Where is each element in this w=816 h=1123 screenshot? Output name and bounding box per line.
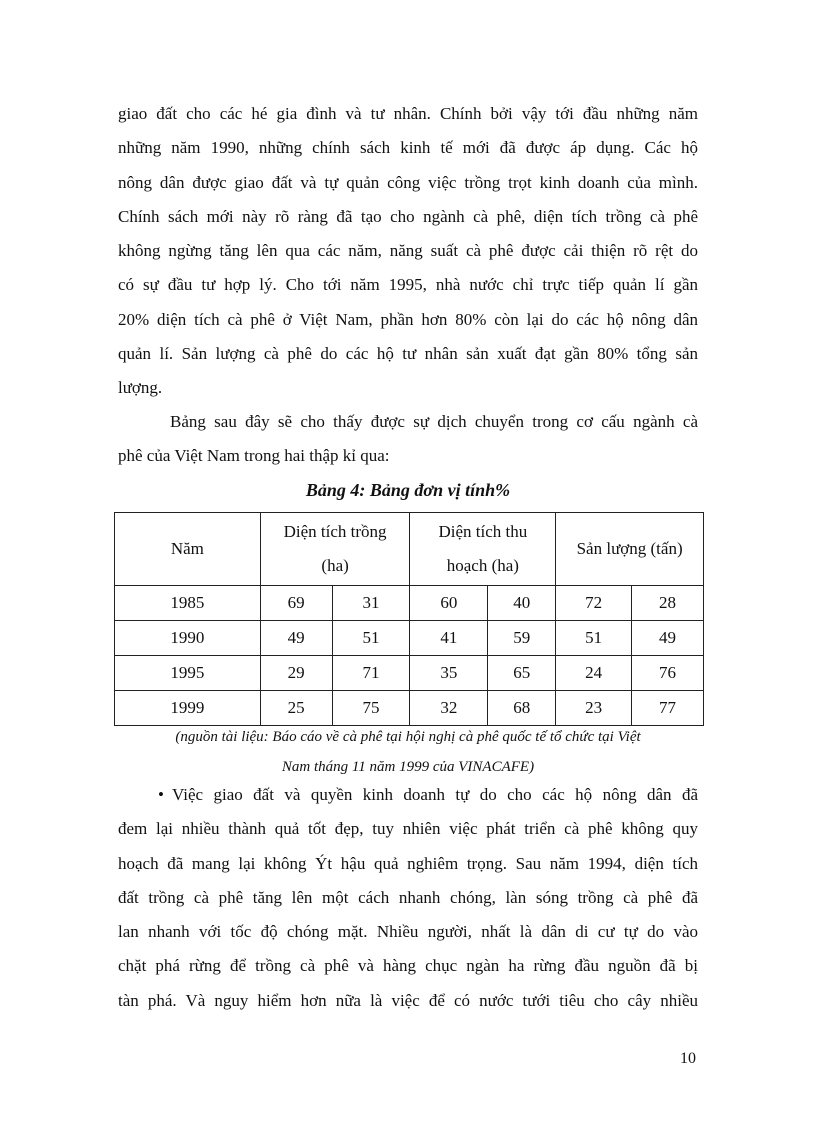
text-line: tàn phá. Và nguy hiểm hơn nữa là việc để có nước tưới tiêu cho cây nhiều — [118, 990, 698, 1010]
table-caption: Bảng 4: Bảng đơn vị tính% — [305, 480, 511, 500]
text-line: đất trồng cà phê tăng lên một cách nhanh chóng, làn sóng trồng cà phê đã — [118, 887, 698, 907]
text-line: lượng. — [118, 378, 163, 398]
text-line: quản lí. Sản lượng cà phê do các hộ tư nhân sản xuất đạt gần 80% tổng sản — [118, 344, 698, 364]
table-cell: 1990 — [115, 621, 261, 656]
header-line: hoạch (ha) — [446, 556, 519, 575]
table-cell: 76 — [632, 656, 704, 691]
header-line: (ha) — [321, 556, 349, 575]
coffee-structure-table — [114, 512, 704, 726]
table-source-note — [118, 722, 698, 782]
table-row — [115, 621, 704, 656]
header-area-harvested — [410, 513, 556, 586]
table-cell: 49 — [260, 621, 332, 656]
text-span: Việc giao đất và quyền kinh doanh tự do cho các hộ nông dân đã — [172, 785, 698, 804]
header-line: Diện tích thu — [438, 522, 528, 541]
bullet-icon: • — [158, 785, 164, 804]
table-cell: 1995 — [115, 656, 261, 691]
table-cell: 41 — [410, 621, 488, 656]
table-cell: 35 — [410, 656, 488, 691]
text-line: lan nhanh với tốc độ chóng mặt. Nhiều người, nhất là dân di cư tự do vào — [118, 922, 698, 942]
source-line: (nguồn tài liệu: Báo cáo về cà phê tại hội nghị cà phê quốc tế tổ chức tại Việt — [175, 729, 641, 745]
table-row — [115, 691, 704, 726]
table-row — [115, 586, 704, 621]
table-cell: 40 — [488, 586, 556, 621]
text-line: phê của Việt Nam trong hai thập kỉ qua: — [118, 446, 390, 466]
table-cell: 59 — [488, 621, 556, 656]
header-output: Sản lượng (tấn) — [556, 513, 704, 586]
text-line: Bảng sau đây sẽ cho thấy được sự dịch chuyển trong cơ cấu ngành cà — [170, 412, 698, 431]
table-cell: 28 — [632, 586, 704, 621]
table-cell: 71 — [332, 656, 410, 691]
header-line: Diện tích trồng — [283, 522, 387, 541]
table-cell: 68 — [488, 691, 556, 726]
text-line — [118, 778, 698, 812]
table-cell: 1999 — [115, 691, 261, 726]
table-cell: 51 — [556, 621, 632, 656]
table-cell: 51 — [332, 621, 410, 656]
paragraph-consequences — [118, 778, 698, 1018]
text-line: nông dân được giao đất và tự quản công việc trồng trọt kinh doanh của mình. — [118, 172, 698, 192]
text-line: Chính sách mới này rõ ràng đã tạo cho ngành cà phê, diện tích trồng cà phê — [118, 206, 698, 226]
text-line: không ngừng tăng lên qua các năm, năng suất cà phê được cải thiện rõ rệt do — [118, 241, 698, 261]
text-line: những năm 1990, những chính sách kinh tế mới đã được áp dụng. Các hộ — [118, 138, 698, 158]
header-year: Năm — [115, 513, 261, 586]
text-line: chặt phá rừng để trồng cà phê và hàng chục ngàn ha rừng đầu nguồn đã bị — [118, 956, 698, 976]
table-cell: 65 — [488, 656, 556, 691]
text-line: 20% diện tích cà phê ở Việt Nam, phần hơn 80% còn lại do các hộ nông dân — [118, 309, 698, 329]
table-cell: 60 — [410, 586, 488, 621]
source-line: Nam tháng 11 năm 1999 của VINACAFE) — [281, 759, 535, 775]
text-line: có sự đầu tư hợp lý. Cho tới năm 1995, nhà nước chỉ trực tiếp quản lí gần — [118, 275, 698, 295]
header-area-planted — [260, 513, 410, 586]
table-cell: 23 — [556, 691, 632, 726]
table-cell: 72 — [556, 586, 632, 621]
paragraph-table-intro — [118, 405, 698, 474]
table-row — [115, 656, 704, 691]
table-cell: 77 — [632, 691, 704, 726]
table-cell: 31 — [332, 586, 410, 621]
table-cell: 24 — [556, 656, 632, 691]
table-cell: 49 — [632, 621, 704, 656]
paragraph-land-policy — [118, 97, 698, 406]
table-cell: 69 — [260, 586, 332, 621]
table-cell: 1985 — [115, 586, 261, 621]
text-line: giao đất cho các hé gia đình và tư nhân. Chính bởi vậy tới đầu những năm — [118, 104, 698, 123]
table-cell: 25 — [260, 691, 332, 726]
table-cell: 29 — [260, 656, 332, 691]
text-line: đem lại nhiều thành quả tốt đẹp, tuy nhiên việc phát triển cà phê không quy — [118, 819, 698, 839]
page-number: 10 — [680, 1050, 696, 1067]
table-cell: 75 — [332, 691, 410, 726]
table-header-row — [115, 513, 704, 586]
table-cell: 32 — [410, 691, 488, 726]
text-line: hoạch đã mang lại không Ýt hậu quả nghiêm trọng. Sau năm 1994, diện tích — [118, 853, 698, 873]
